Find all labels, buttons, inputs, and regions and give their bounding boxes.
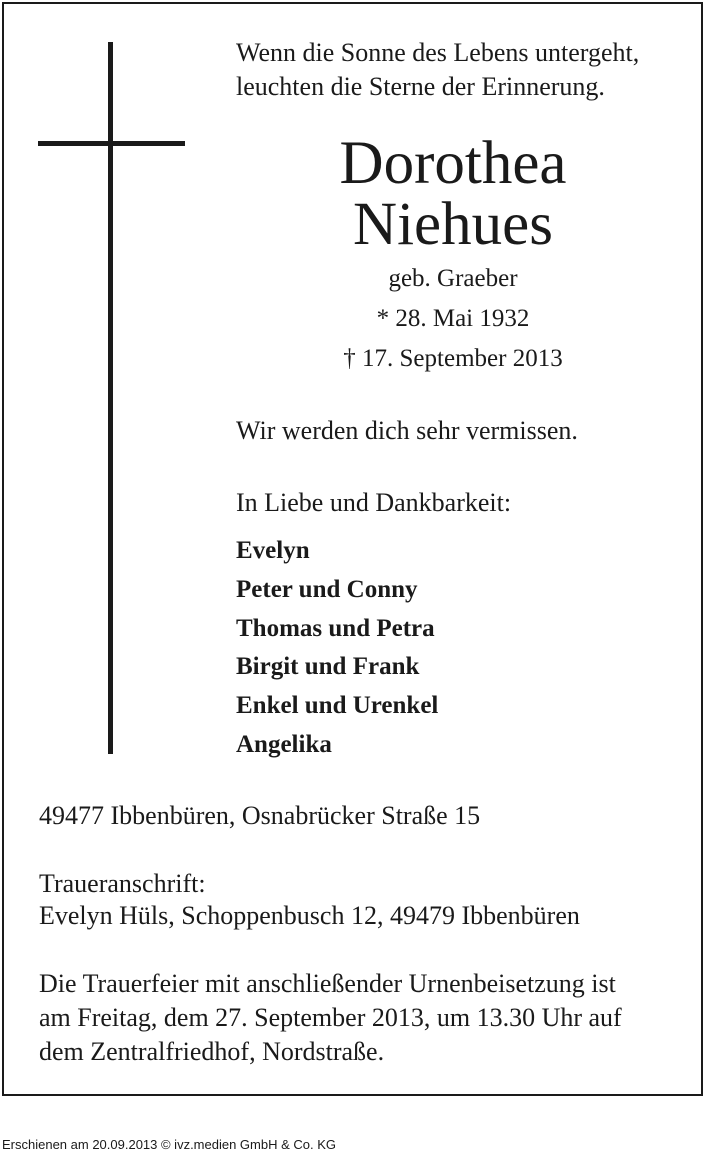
mourner-name: Peter und Conny <box>236 576 418 603</box>
mourner-name: Birgit und Frank <box>236 653 420 680</box>
ceremony-line-1: Die Trauerfeier mit anschließender Urnenbeisetzung ist <box>39 969 616 998</box>
condolence-label: Traueranschrift: <box>39 869 206 898</box>
death-date: † 17. September 2013 <box>343 345 563 372</box>
ceremony-line-3: dem Zentralfriedhof, Nordstraße. <box>39 1037 385 1066</box>
birth-name: geb. Graeber <box>388 265 518 292</box>
cross-icon <box>108 42 113 754</box>
quote-line-2: leuchten die Sterne der Erinnerung. <box>236 72 605 101</box>
deceased-first-name: Dorothea <box>339 130 567 197</box>
farewell-message: Wir werden dich sehr vermissen. <box>236 416 578 445</box>
ceremony-line-2: am Freitag, dem 27. September 2013, um 13.30 Uhr auf <box>39 1003 622 1032</box>
publication-footer: Erschienen am 20.09.2013 © ivz.medien GmbH & Co. KG <box>2 1137 337 1152</box>
mourner-name: Thomas und Petra <box>236 615 435 642</box>
mourner-name: Enkel und Urenkel <box>236 692 439 719</box>
mourner-name: Angelika <box>236 731 332 758</box>
cross-icon-crossbar <box>38 141 185 146</box>
quote-line-1: Wenn die Sonne des Lebens untergeht, <box>236 38 640 67</box>
mourners-intro: In Liebe und Dankbarkeit: <box>236 488 512 517</box>
deceased-last-name: Niehues <box>353 191 553 258</box>
condolence-address: Evelyn Hüls, Schoppenbusch 12, 49479 Ibbenbüren <box>39 901 580 930</box>
birth-date: * 28. Mai 1932 <box>376 305 530 332</box>
family-address: 49477 Ibbenbüren, Osnabrücker Straße 15 <box>39 801 481 830</box>
mourner-name: Evelyn <box>236 537 310 564</box>
